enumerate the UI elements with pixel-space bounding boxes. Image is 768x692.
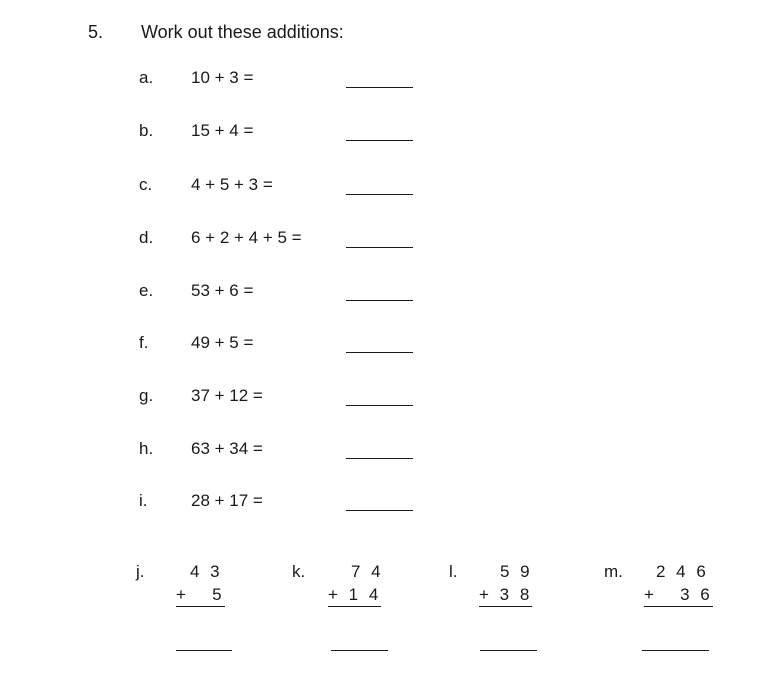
addition-row-d [0,228,768,258]
row-letter: i. [139,491,148,510]
row-letter: d. [139,228,154,247]
row-expression: 53 + 6 = [191,281,254,300]
column-addition-j [136,562,246,672]
row-letter: c. [139,175,153,194]
answer-line[interactable] [331,650,388,651]
column-top-number: 4 3 [190,562,223,581]
answer-blank[interactable] [346,300,413,301]
row-expression: 4 + 5 + 3 = [191,175,273,194]
addition-row-i [0,491,768,521]
column-bottom-number: + 1 4 [328,585,381,607]
answer-line[interactable] [480,650,537,651]
answer-blank[interactable] [346,458,413,459]
column-top-number: 2 4 6 [656,562,709,581]
answer-line[interactable] [642,650,709,651]
column-top-number: 5 9 [500,562,533,581]
column-letter: m. [604,562,623,581]
column-letter: l. [449,562,458,581]
question-title: Work out these additions: [141,22,344,42]
addition-row-a [0,68,768,98]
column-bottom-number: + 3 8 [479,585,532,607]
row-expression: 49 + 5 = [191,333,254,352]
row-expression: 10 + 3 = [191,68,254,87]
addition-row-b [0,121,768,151]
column-addition-m [604,562,734,672]
row-expression: 6 + 2 + 4 + 5 = [191,228,302,247]
addition-row-c [0,175,768,205]
column-top-number: 7 4 [351,562,384,581]
column-bottom-number: + 3 6 [644,585,713,607]
answer-blank[interactable] [346,405,413,406]
column-addition-k [292,562,402,672]
row-expression: 15 + 4 = [191,121,254,140]
row-letter: h. [139,439,154,458]
column-letter: j. [136,562,145,581]
addition-row-e [0,281,768,311]
row-letter: e. [139,281,154,300]
answer-blank[interactable] [346,140,413,141]
addition-row-h [0,439,768,469]
answer-blank[interactable] [346,194,413,195]
answer-blank[interactable] [346,510,413,511]
row-expression: 37 + 12 = [191,386,263,405]
answer-blank[interactable] [346,352,413,353]
column-bottom-number: + 5 [176,585,225,607]
addition-row-f [0,333,768,363]
answer-line[interactable] [176,650,232,651]
column-addition-l [449,562,559,672]
row-letter: f. [139,333,149,352]
addition-row-g [0,386,768,416]
question-number: 5. [88,22,104,42]
answer-blank[interactable] [346,247,413,248]
row-expression: 28 + 17 = [191,491,263,510]
column-letter: k. [292,562,306,581]
row-letter: b. [139,121,154,140]
answer-blank[interactable] [346,87,413,88]
row-letter: a. [139,68,154,87]
row-expression: 63 + 34 = [191,439,263,458]
row-letter: g. [139,386,154,405]
